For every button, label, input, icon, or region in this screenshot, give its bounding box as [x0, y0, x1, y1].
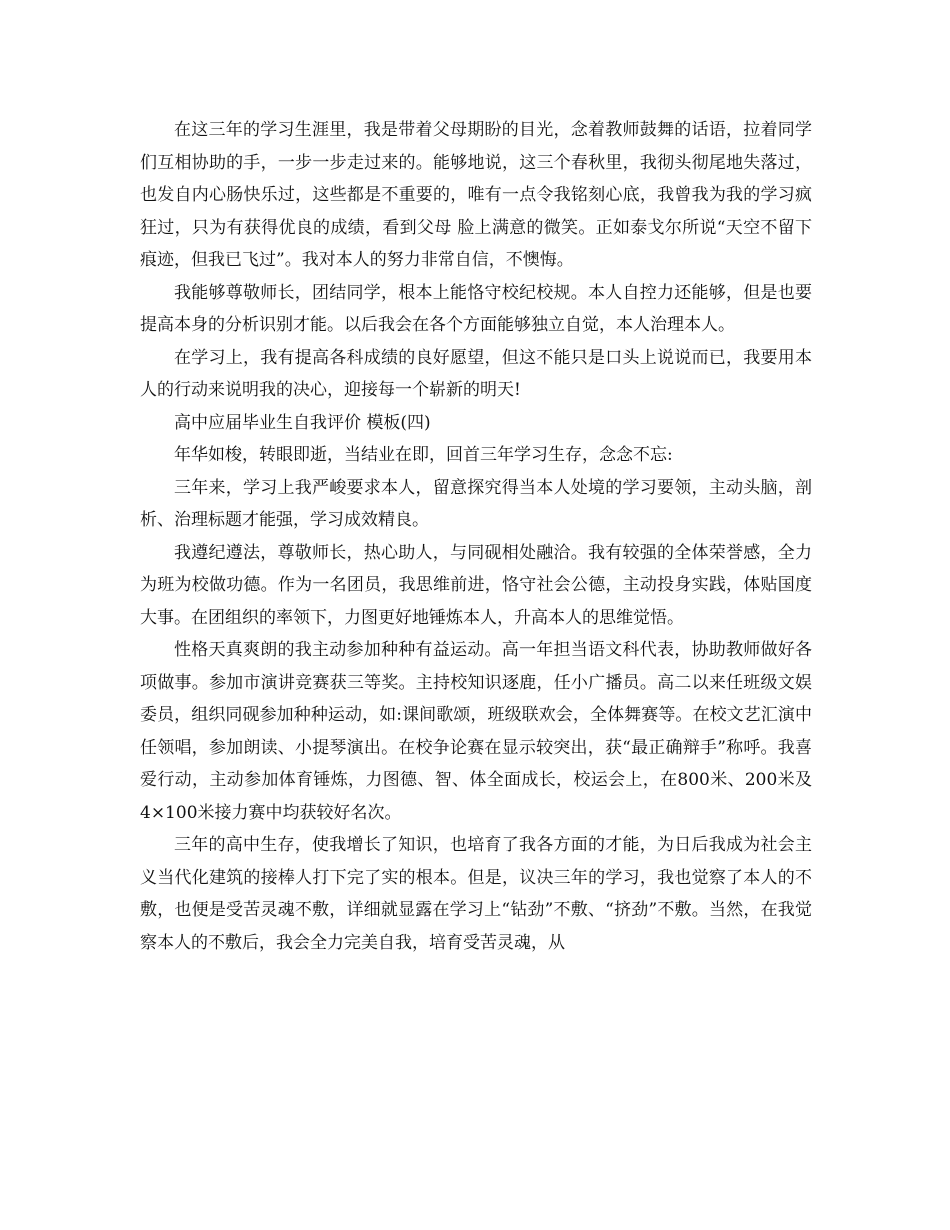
- paragraph: 我遵纪遵法，尊敬师长，热心助人，与同砚相处融洽。我有较强的全体荣誉感，全力为班为校做功德。作为一名团员，我思维前进，恪守社会公德，主动投身实践，体贴国度大事。在团组织的率领下，力图更好地锤炼本人，升高本人的思维觉悟。: [140, 542, 812, 628]
- section-heading: 高中应届毕业生自我评价 模板(四): [174, 412, 431, 433]
- paragraph: 三年的高中生存，使我增长了知识，也培育了我各方面的才能，为日后我成为社会主义当代化建筑的接棒人打下完了实的根本。但是，议决三年的学习，我也觉察了本人的不敷，也便是受苦灵魂不敷，详细就显露在学习上“钻劲”不敷、“挤劲”不敷。当然，在我觉察本人的不敷后，我会全力完美自我，培育受苦灵魂，从: [140, 835, 812, 953]
- paragraph: 三年来，学习上我严峻要求本人，留意探究得当本人处境的学习要领，主动头脑，剖析、治理标题才能强，学习成效精良。: [140, 477, 812, 530]
- paragraph: 性格天真爽朗的我主动参加种种有益运动。高一年担当语文科代表，协助教师做好各项做事。参加市演讲竞赛获三等奖。主持校知识逐鹿，任小广播员。高二以来任班级文娱委员，组织同砚参加种种运动，如:课间歌颂，班级联欢会，全体舞赛等。在校文艺汇演中任领唱，参加朗读、小提琴演出。在校争论赛在显示较突出，获“最正确辩手”称呼。我喜爱行动，主动参加体育锤炼，力图德、智、体全面成长，校运会上，在800米、200米及4×100米接力赛中均获较好名次。: [140, 640, 812, 823]
- paragraph: 在学习上，我有提高各科成绩的良好愿望，但这不能只是口头上说说而已，我要用本人的行动来说明我的决心，迎接每一个崭新的明天!: [140, 347, 812, 400]
- paragraph: 年华如梭，转眼即逝，当结业在即，回首三年学习生存，念念不忘:: [174, 445, 673, 465]
- paragraph: 我能够尊敬师长，团结同学，根本上能恪守校纪校规。本人自控力还能够，但是也要提高本身的分析识别才能。以后我会在各个方面能够独立自觉，本人治理本人。: [140, 282, 812, 335]
- paragraph: 在这三年的学习生涯里，我是带着父母期盼的目光，念着教师鼓舞的话语，拉着同学们互相协助的手，一步一步走过来的。能够地说，这三个春秋里，我彻头彻尾地失落过，也发自内心肠快乐过，这些都是不重要的，唯有一点令我铭刻心底，我曾我为我的学习疯狂过，只为有获得优良的成绩，看到父母 脸上满意的微笑。正如泰戈尔所说“天空不留下痕迹，但我已飞过”。我对本人的努力非常自信，不懊悔。: [140, 120, 812, 270]
- document-body: [140, 114, 812, 959]
